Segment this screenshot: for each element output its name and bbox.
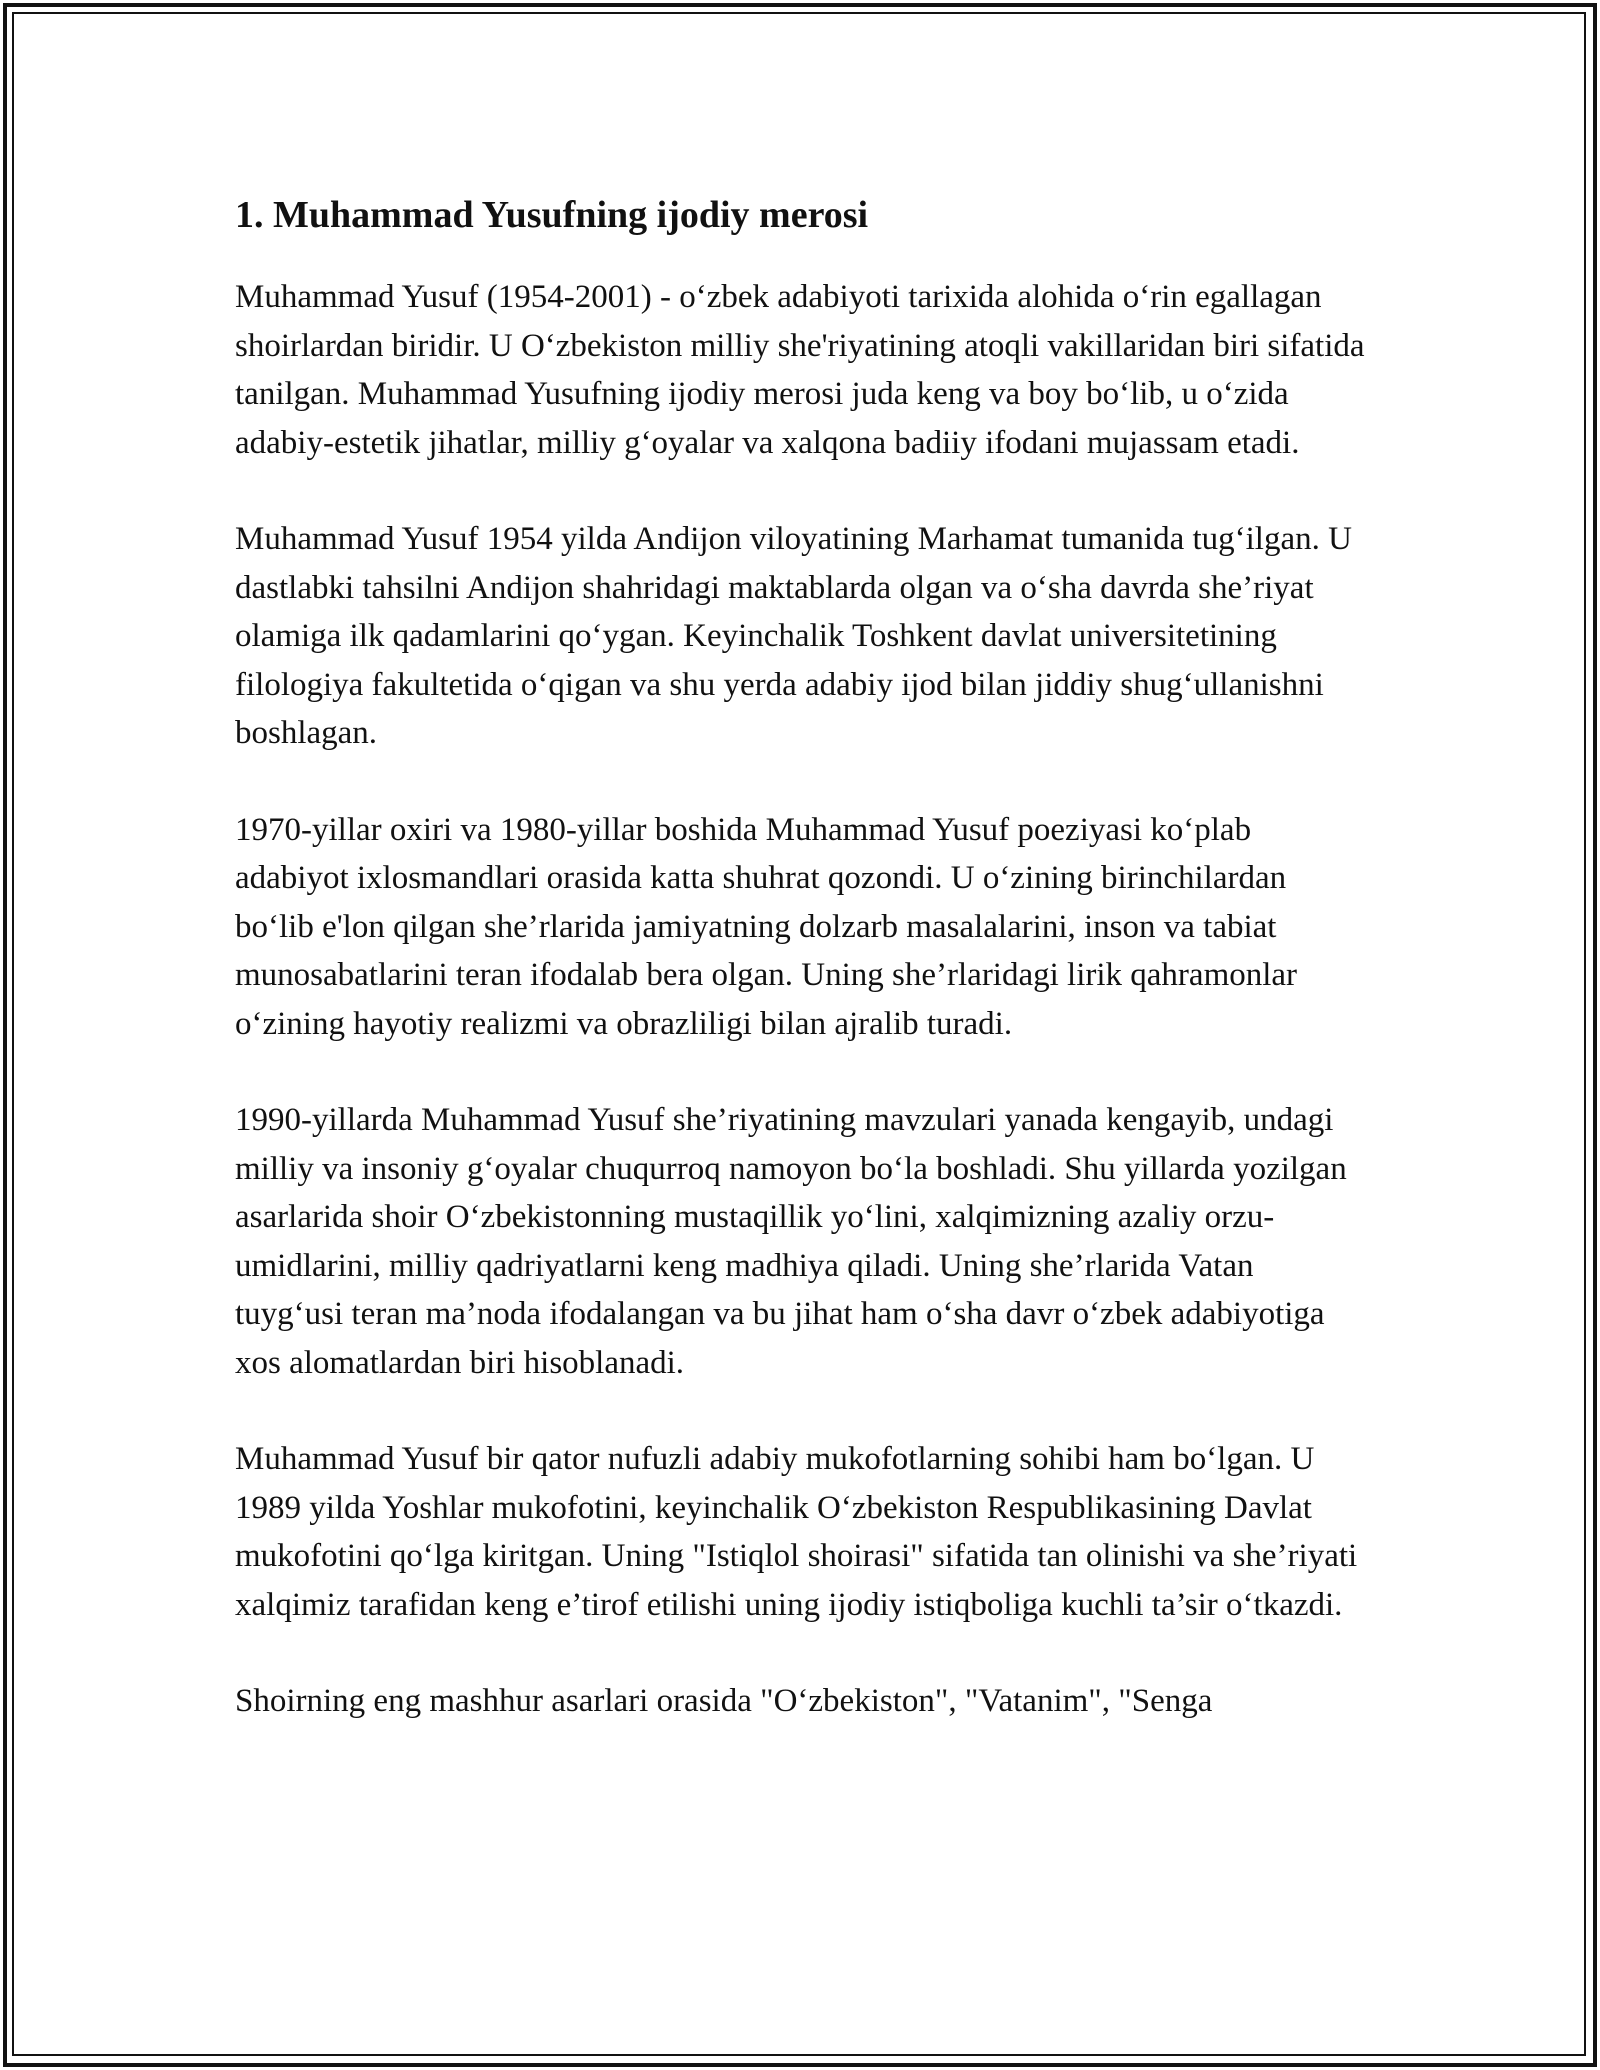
paragraph-1990s: 1990-yillarda Muhammad Yusuf she’riyatining mavzulari yanada kengayib, undagi milliy va insoniy gʻoyalar chuqurroq namoyon boʻla boshladi. Shu yillarda yozilgan asarlarida shoir Oʻzbekistonning mustaqillik yoʻlini, xalqimizning azaliy orzu-umidlarini, milliy qadriyatlarni keng madhiya qiladi. Uning she’rlarida Vatan tuygʻusi teran ma’noda ifodalangan va bu jihat ham oʻsha davr oʻzbek adabiyotiga xos alomatlardan biri hisoblanadi. [235,1102,1347,1381]
document-body [235,185,1365,1774]
section-heading: 1. Muhammad Yusufning ijodiy merosi [235,194,869,236]
paragraph-1970s-1980s: 1970-yillar oxiri va 1980-yillar boshida Muhammad Yusuf poeziyasi koʻplab adabiyot ixlosmandlari orasida katta shuhrat qozondi. U oʻzining birinchilardan boʻlib e'lon qilgan she’rlarida jamiyatning dolzarb masalalarini, inson va tabiat munosabatlarini teran ifodalab bera olgan. Uning she’rlaridagi lirik qahramonlar oʻzining hayotiy realizmi va obrazliligi bilan ajralib turadi. [235,811,1298,1042]
paragraph-intro: Muhammad Yusuf (1954-2001) - oʻzbek adabiyoti tarixida alohida oʻrin egallagan shoirlardan biridir. U Oʻzbekiston milliy she'riyatining atoqli vakillaridan biri sifatida tanilgan. Muhammad Yusufning ijodiy merosi juda keng va boy boʻlib, u oʻzida adabiy-estetik jihatlar, milliy gʻoyalar va xalqona badiiy ifodani mujassam etadi. [235,279,1365,461]
paragraph-biography: Muhammad Yusuf 1954 yilda Andijon viloyatining Marhamat tumanida tugʻilgan. U dastlabki tahsilni Andijon shahridagi maktablarda olgan va oʻsha davrda she’riyat olamiga ilk qadamlarini qoʻygan. Keyinchalik Toshkent davlat universitetining filologiya fakultetida oʻqigan va shu yerda adabiy ijod bilan jiddiy shugʻullanishni boshlagan. [235,521,1352,751]
paragraph-famous-works: Shoirning eng mashhur asarlari orasida "Oʻzbekiston", "Vatanim", "Senga [235,1683,1213,1719]
paragraph-awards: Muhammad Yusuf bir qator nufuzli adabiy mukofotlarning sohibi ham boʻlgan. U 1989 yilda Yoshlar mukofotini, keyinchalik Oʻzbekiston Respublikasining Davlat mukofotini qoʻlga kiritgan. Uning "Istiqlol shoirasi" sifatida tan olinishi va she’riyati xalqimiz tarafidan keng e’tirof etilishi uning ijodiy istiqboliga kuchli ta’sir oʻtkazdi. [235,1441,1358,1623]
